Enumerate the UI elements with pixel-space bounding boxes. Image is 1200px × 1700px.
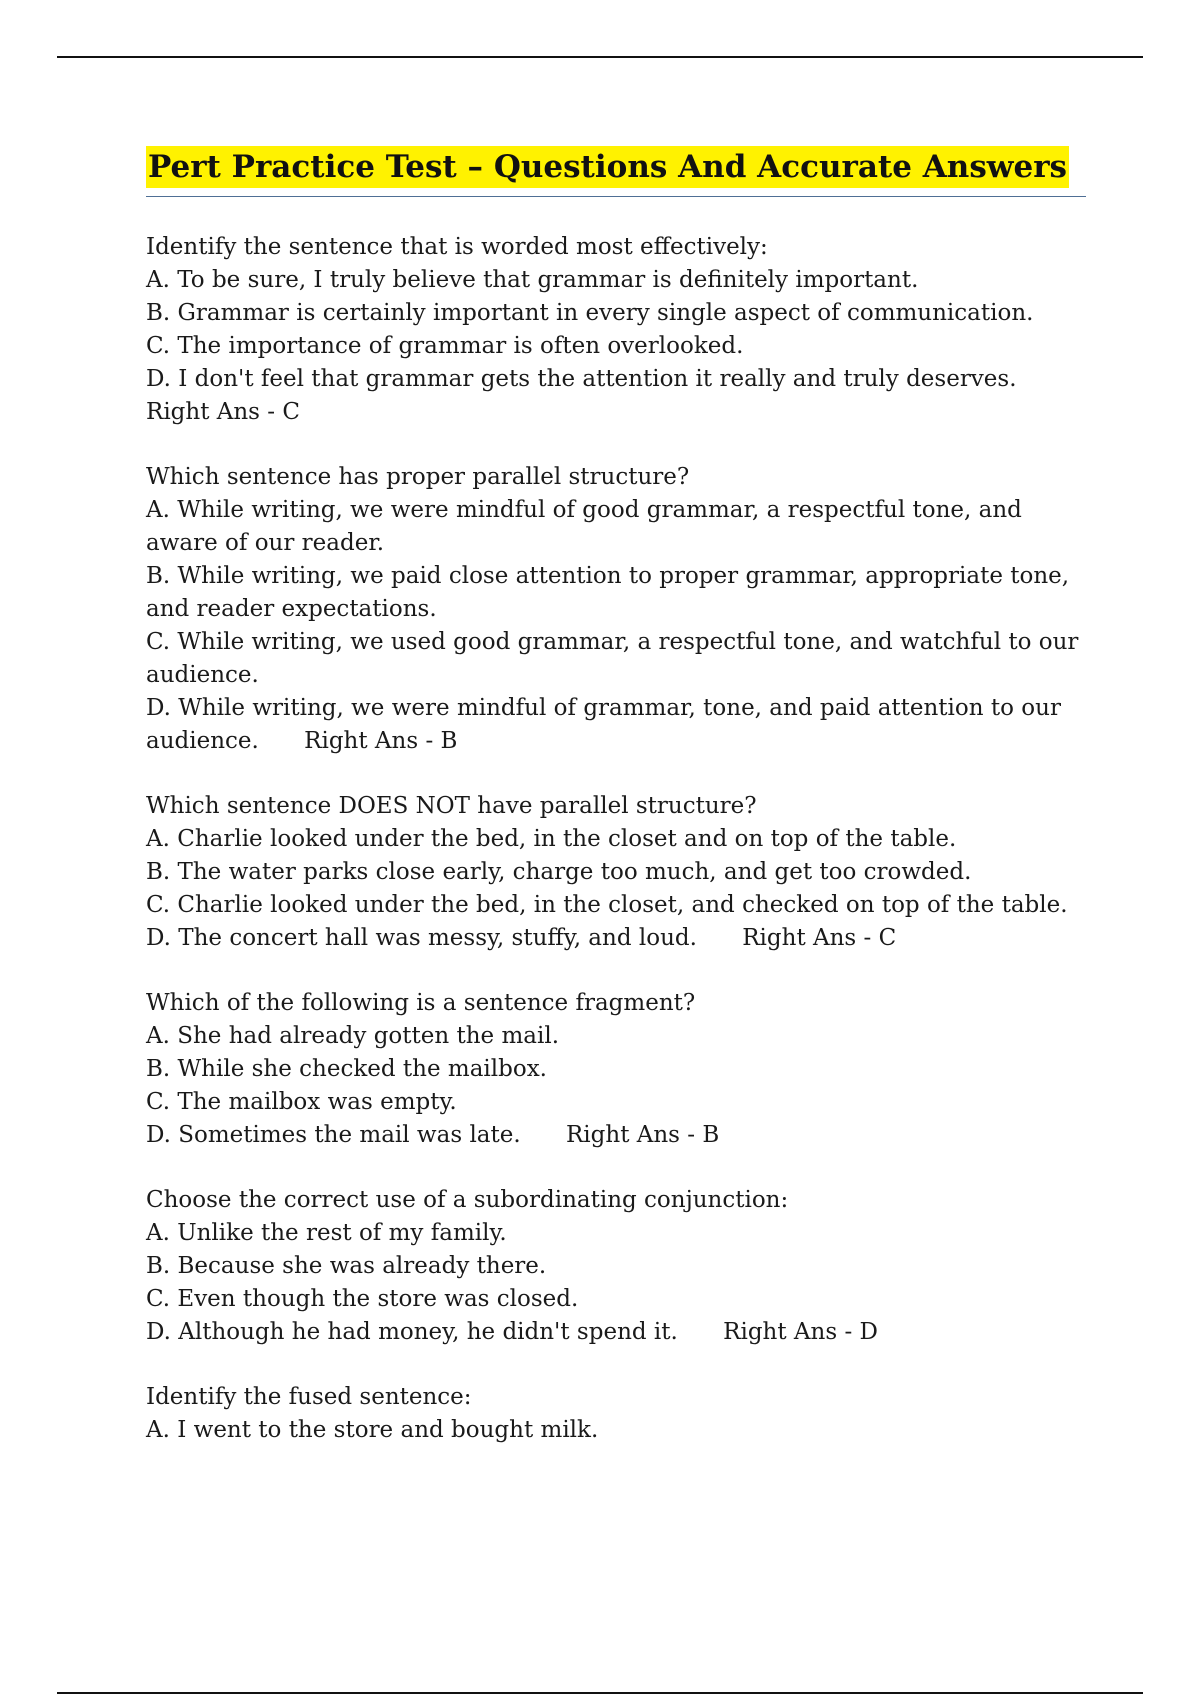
option-c: C. While writing, we used good grammar, a respectful tone, and watchful to our audience. bbox=[146, 629, 1079, 688]
option-c: C. The mailbox was empty. bbox=[146, 1089, 457, 1115]
top-rule bbox=[57, 56, 1143, 58]
option-b: B. The water parks close early, charge too much, and get too crowded. bbox=[146, 859, 972, 885]
question-prompt: Which sentence DOES NOT have parallel structure? bbox=[146, 793, 757, 819]
option-a: A. Charlie looked under the bed, in the closet and on top of the table. bbox=[146, 826, 957, 852]
question-block bbox=[146, 461, 1086, 758]
answer-line bbox=[146, 396, 1086, 429]
question-prompt: Identify the fused sentence: bbox=[146, 1384, 472, 1410]
option-d: D. Although he had money, he didn't spend it. bbox=[146, 1319, 678, 1345]
option-b: B. While she checked the mailbox. bbox=[146, 1056, 547, 1082]
option-d-with-answer bbox=[146, 692, 1086, 758]
question-block bbox=[146, 790, 1086, 955]
option-d-with-answer bbox=[146, 922, 1086, 955]
document-body bbox=[146, 146, 1086, 1479]
question-prompt: Which sentence has proper parallel structure? bbox=[146, 464, 690, 490]
question-block bbox=[146, 1381, 1086, 1447]
right-answer: Right Ans - B bbox=[304, 728, 458, 754]
option-d-with-answer bbox=[146, 1316, 1086, 1349]
question-block bbox=[146, 987, 1086, 1152]
right-answer: Right Ans - D bbox=[723, 1319, 878, 1345]
option-a: A. Unlike the rest of my family. bbox=[146, 1220, 507, 1246]
page-title: Pert Practice Test – Questions And Accurate Answers bbox=[146, 146, 1069, 188]
option-b: B. Grammar is certainly important in every single aspect of communication. bbox=[146, 300, 1034, 326]
option-d: D. While writing, we were mindful of grammar, tone, and paid attention to our audience. bbox=[146, 695, 1061, 754]
right-answer: Right Ans - B bbox=[565, 1122, 720, 1148]
right-answer: Right Ans - C bbox=[742, 925, 897, 951]
option-a: A. While writing, we were mindful of good grammar, a respectful tone, and aware of our reader. bbox=[146, 497, 1022, 556]
option-a: A. I went to the store and bought milk. bbox=[146, 1417, 599, 1443]
option-a: A. She had already gotten the mail. bbox=[146, 1023, 560, 1049]
right-answer: Right Ans - C bbox=[146, 399, 300, 425]
title-underline bbox=[146, 146, 1086, 197]
option-c: C. Charlie looked under the bed, in the closet, and checked on top of the table. bbox=[146, 892, 1068, 918]
question-prompt: Identify the sentence that is worded most effectively: bbox=[146, 234, 768, 260]
option-d: D. I don't feel that grammar gets the attention it really and truly deserves. bbox=[146, 366, 1017, 392]
option-b: B. Because she was already there. bbox=[146, 1253, 547, 1279]
option-d: D. The concert hall was messy, stuffy, and loud. bbox=[146, 925, 697, 951]
option-d-with-answer bbox=[146, 1119, 1086, 1152]
option-a: A. To be sure, I truly believe that grammar is definitely important. bbox=[146, 267, 919, 293]
question-block bbox=[146, 1184, 1086, 1349]
option-d: D. Sometimes the mail was late. bbox=[146, 1122, 521, 1148]
question-prompt: Which of the following is a sentence fragment? bbox=[146, 990, 696, 1016]
bottom-rule bbox=[57, 1692, 1143, 1694]
question-prompt: Choose the correct use of a subordinating conjunction: bbox=[146, 1187, 789, 1213]
question-block bbox=[146, 231, 1086, 429]
option-c: C. The importance of grammar is often overlooked. bbox=[146, 333, 744, 359]
option-b: B. While writing, we paid close attention to proper grammar, appropriate tone, and reader expectations. bbox=[146, 563, 1070, 622]
option-c: C. Even though the store was closed. bbox=[146, 1286, 579, 1312]
